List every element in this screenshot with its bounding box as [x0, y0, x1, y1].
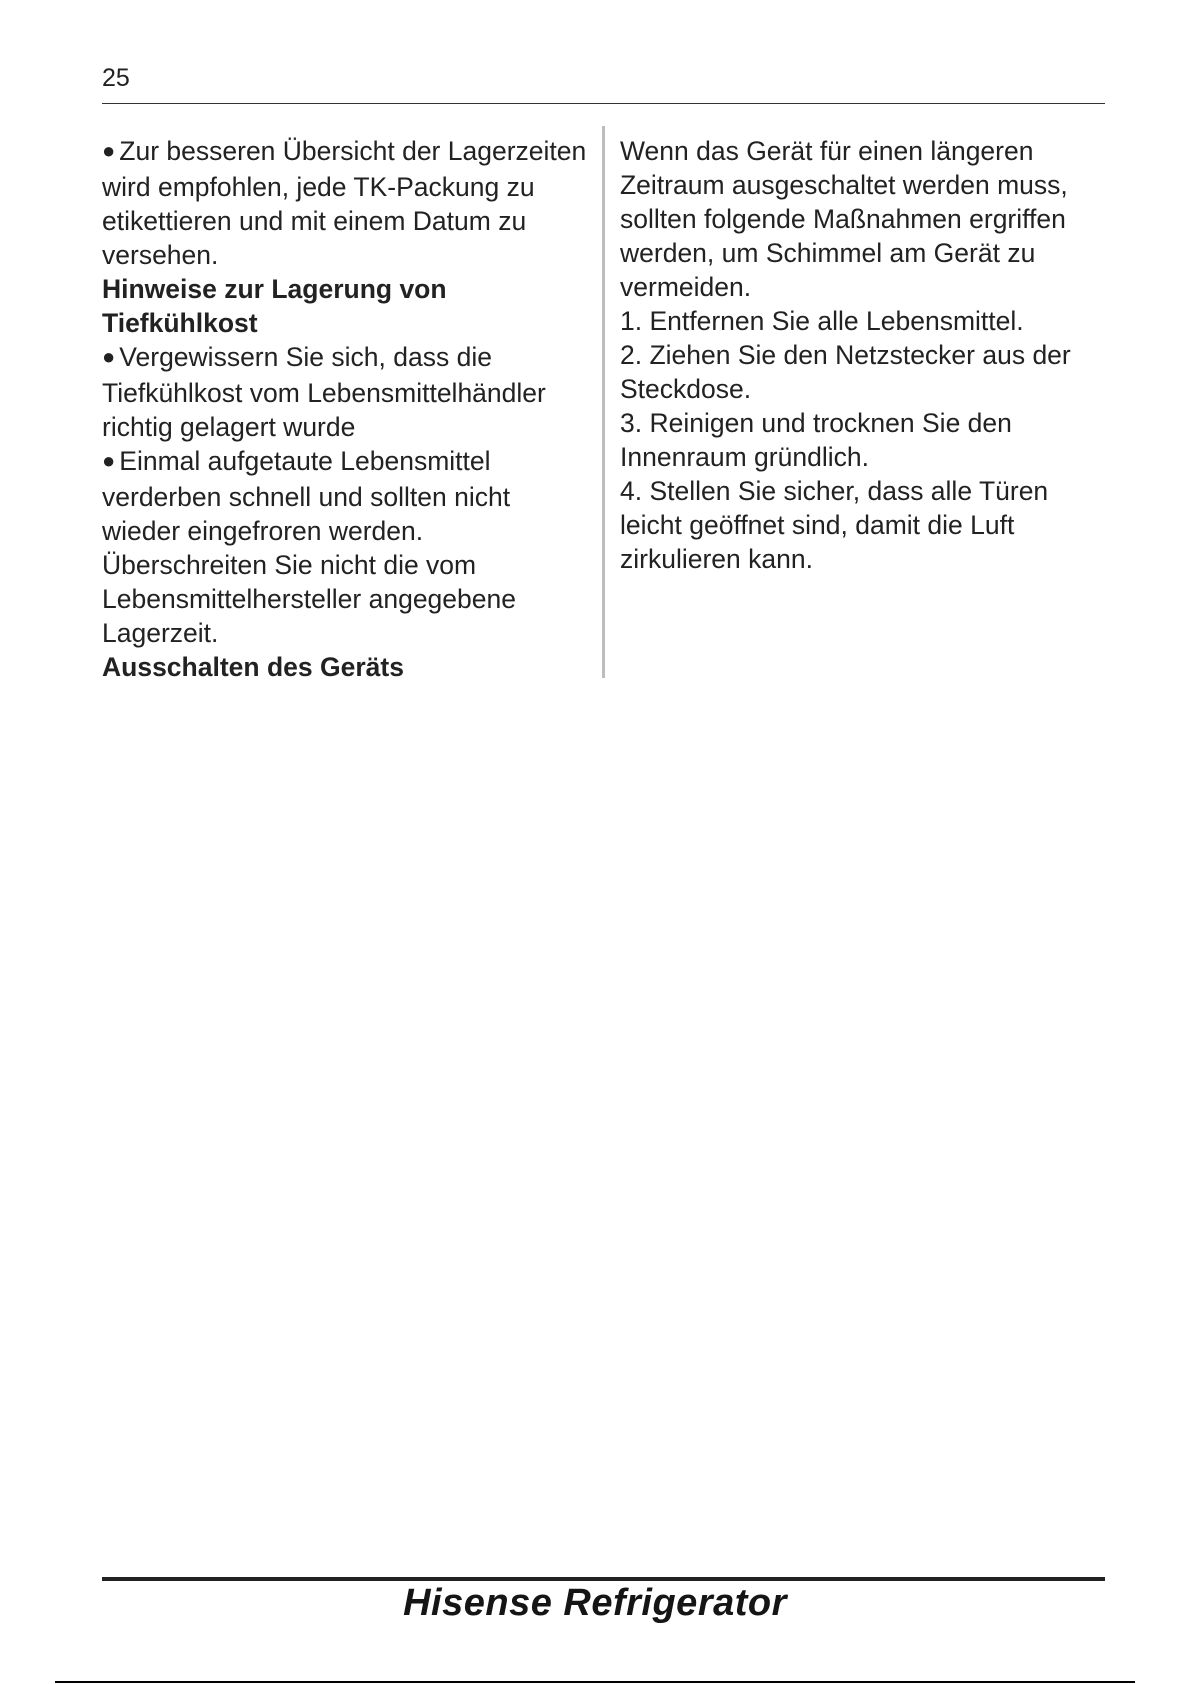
step-1: 1. Entfernen Sie alle Lebensmittel.	[620, 306, 1024, 336]
page-bottom-rule	[55, 1681, 1135, 1683]
step-2: 2. Ziehen Sie den Netzstecker aus der Steckdose.	[620, 340, 1071, 404]
header-divider	[102, 103, 1105, 104]
column-divider	[602, 126, 605, 678]
footer-divider	[102, 1577, 1105, 1581]
switch-off-intro: Wenn das Gerät für einen längeren Zeitraum ausgeschaltet werden muss, sollten folgende Maßnahmen ergriffen werden, um Schimmel am Gerät zu vermeiden.	[620, 136, 1068, 302]
bullet-icon: ●	[102, 138, 116, 163]
left-column	[102, 134, 592, 684]
section-heading-switch-off: Ausschalten des Geräts	[102, 652, 404, 682]
page-number: 25	[102, 64, 130, 92]
step-4: 4. Stellen Sie sicher, dass alle Türen leicht geöffnet sind, damit die Luft zirkulieren kann.	[620, 476, 1049, 574]
bullet-paragraph-thawed-food: ● Einmal aufgetaute Lebensmittel verderben schnell und sollten nicht wieder eingefroren werden.	[102, 446, 511, 546]
bullet-paragraph-label-packages: ● Zur besseren Übersicht der Lagerzeiten wird empfohlen, jede TK-Packung zu etikettieren und mit einem Datum zu versehen.	[102, 136, 587, 270]
paragraph-storage-time: Überschreiten Sie nicht die vom Lebensmittelhersteller angegebene Lagerzeit.	[102, 550, 516, 648]
step-3: 3. Reinigen und trocknen Sie den Innenraum gründlich.	[620, 408, 1012, 472]
right-column	[620, 134, 1100, 576]
bullet-icon: ●	[102, 448, 116, 473]
brand-footer: Hisense Refrigerator	[403, 1582, 787, 1624]
bullet-icon: ●	[102, 344, 116, 369]
bullet-paragraph-retailer-storage: ● Vergewissern Sie sich, dass die Tiefkühlkost vom Lebensmittelhändler richtig gelagert wurde	[102, 342, 546, 442]
section-heading-frozen-storage: Hinweise zur Lagerung von Tiefkühlkost	[102, 274, 447, 338]
